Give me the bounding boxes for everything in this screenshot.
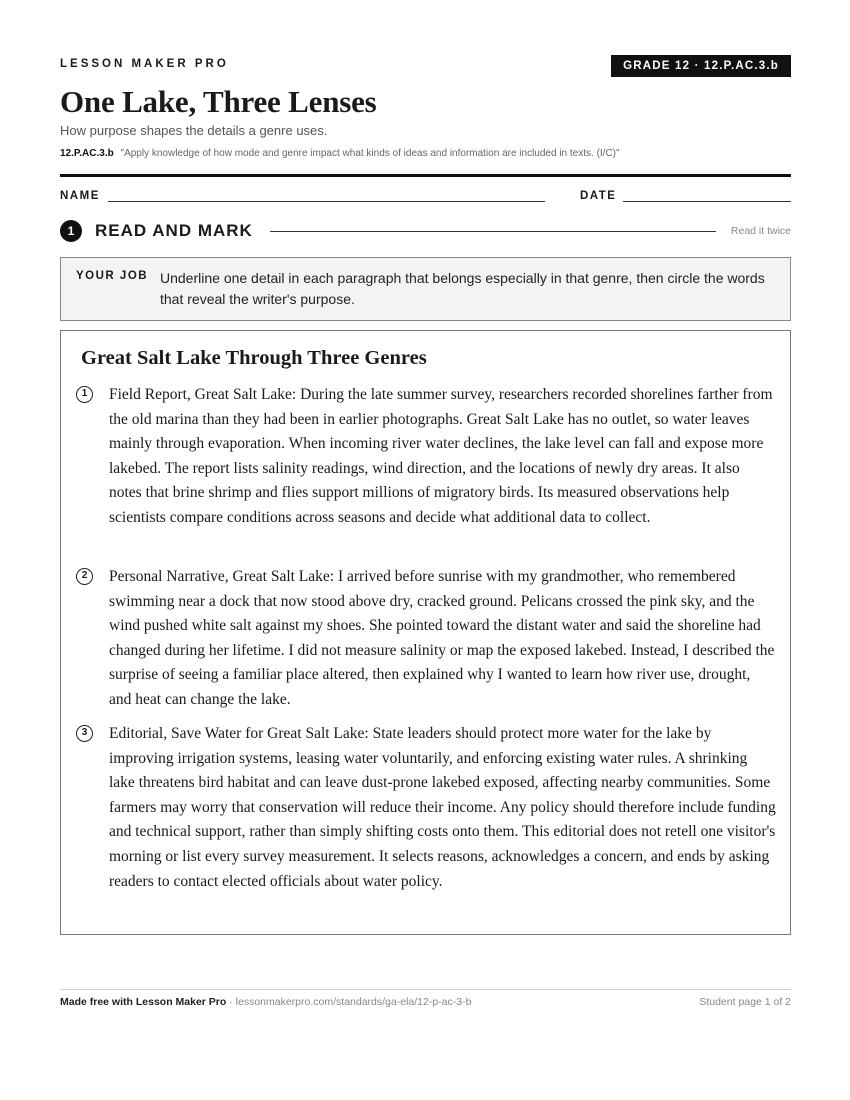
paragraph-text: Editorial, Save Water for Great Salt Lake: State leaders should protect more water for the lake by improving irrigation systems, leasing water voluntarily, and enforcing existing water rules. A shrinking lake threatens bird habitat and can leave dust-prone lakebed exposed, affecting nearby communities. Some farmers may worry that conservation will reduce their income. Any policy should therefore include funding and technical support, rather than simply shifting costs onto them. This editorial does not retell one visitor's morning or list every survey measurement. It selects reasons, acknowledges a concern, and ends by asking readers to contact elected officials about water policy. <box>109 725 776 890</box>
instructions-text: Underline one detail in each paragraph that belongs especially in that genre, then circle the words that reveal the writer's purpose. <box>160 270 765 307</box>
section-hint: Read it twice <box>730 225 791 237</box>
footer-made-with: Made free with Lesson Maker Pro <box>60 996 227 1008</box>
instructions-box <box>60 257 791 321</box>
page-title: One Lake, Three Lenses <box>60 84 377 119</box>
footer-separator: · <box>226 996 236 1008</box>
paragraph-text: Field Report, Great Salt Lake: During the late summer survey, researchers recorded shorelines farther from the old marina than they had been in earlier photographs. Great Salt Lake has no outlet, so water leaves mainly through evaporation. When incoming river water declines, the lake level can fall and expose more lakebed. The report lists salinity readings, wind direction, and the locations of newly dry areas. It also notes that brine shrimp and flies support millions of migratory birds. Its measured observations help scientists compare conditions across seasons and decide what additional data to collect. <box>109 386 773 526</box>
paragraph-number-badge: 3 <box>76 725 93 742</box>
standard-code: 12.P.AC.3.b <box>60 148 114 159</box>
standard-text: "Apply knowledge of how mode and genre impact what kinds of ideas and information are included in texts. (I/C)" <box>120 148 620 159</box>
paragraph-3 <box>76 722 776 894</box>
instructions-label: YOUR JOB <box>76 270 149 282</box>
footer-divider <box>60 989 791 990</box>
paragraph-number-badge: 1 <box>76 386 93 403</box>
date-label: DATE <box>580 190 617 202</box>
section-header <box>60 219 791 243</box>
reading-title: Great Salt Lake Through Three Genres <box>81 347 427 369</box>
paragraph-number-badge: 2 <box>76 568 93 585</box>
brand-name: LESSON MAKER PRO <box>60 58 229 70</box>
grade-badge: GRADE 12 · 12.P.AC.3.b <box>611 55 791 77</box>
paragraph-2 <box>76 565 776 713</box>
section-divider <box>270 231 716 232</box>
name-label: NAME <box>60 190 100 202</box>
footer-credit <box>60 996 471 1008</box>
footer-url[interactable]: lessonmakerpro.com/standards/ga-ela/12-p-ac-3-b <box>235 996 472 1008</box>
paragraph-text: Personal Narrative, Great Salt Lake: I arrived before sunrise with my grandmother, who remembered swimming near a dock that now stood above dry, cracked ground. Pelicans crossed the pink sky, and the wind pushed white salt against my shoes. She pointed toward the distant water and said the shoreline had changed during her lifetime. I did not measure salinity or map the exposed lakebed. Instead, I described the surprise of seeing a familiar place altered, then explained why I wanted to learn how river use, drought, and heat can change the lake. <box>109 568 775 708</box>
name-field[interactable] <box>108 201 545 202</box>
page-number: Student page 1 of 2 <box>699 996 791 1008</box>
paragraph-1 <box>76 383 776 531</box>
header-top-row <box>60 56 791 78</box>
worksheet-page <box>60 0 791 1100</box>
section-title: READ AND MARK <box>95 221 253 240</box>
date-field[interactable] <box>623 201 791 202</box>
reading-passage-box <box>60 330 791 935</box>
page-subtitle: How purpose shapes the details a genre uses. <box>60 123 328 138</box>
name-date-row <box>60 190 791 206</box>
header-divider <box>60 174 791 177</box>
standard-line <box>60 148 620 159</box>
step-number-badge: 1 <box>60 220 82 242</box>
